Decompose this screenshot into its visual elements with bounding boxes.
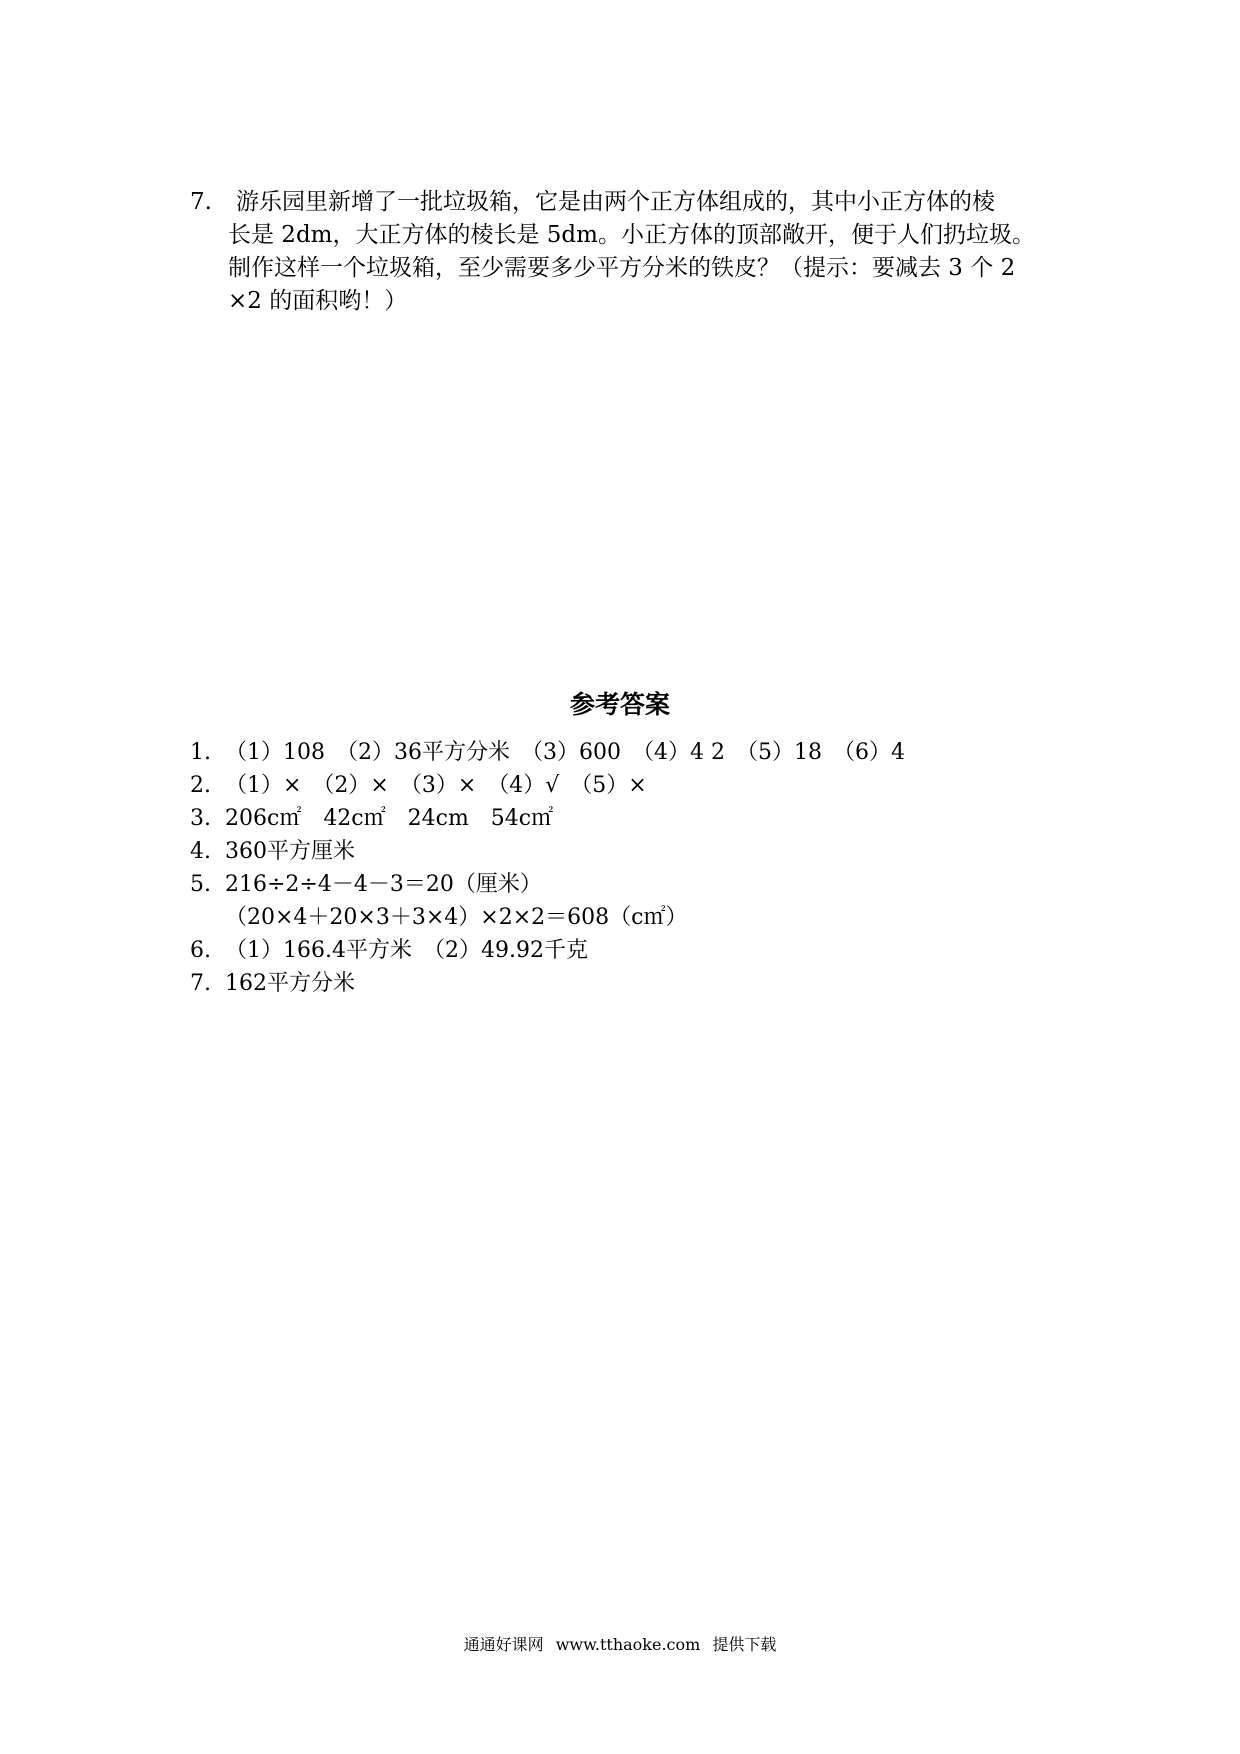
answer-item-continuation: [190, 901, 1090, 934]
answer-text: 360平方厘米: [225, 839, 355, 864]
question-7: [190, 186, 1060, 318]
answer-number: 3.: [190, 806, 211, 831]
question-line: 游乐园里新增了一批垃圾箱，它是由两个正方体组成的，其中小正方体的棱: [236, 189, 995, 215]
footer-url[interactable]: www.tthaoke.com: [555, 1635, 701, 1654]
answer-text: （1）× （2）× （3）× （4）√ （5）×: [225, 773, 647, 798]
answer-item: [190, 868, 1090, 901]
answers-heading: 参考答案: [569, 690, 670, 719]
answer-text: 216÷2÷4－4－3＝20（厘米）: [225, 872, 542, 897]
question-number: 7.: [190, 189, 212, 215]
footer-suffix: 提供下载: [712, 1635, 777, 1654]
answer-list: [190, 736, 1090, 1000]
answer-number: 7.: [190, 971, 211, 996]
answer-item: [190, 736, 1090, 769]
answer-text: （20×4＋20×3＋3×4）×2×2＝608（c㎡）: [225, 905, 688, 930]
answer-text: 162平方分米: [225, 971, 355, 996]
answer-number: 6.: [190, 938, 211, 963]
answer-number: 5.: [190, 872, 211, 897]
answer-item: [190, 802, 1090, 835]
answer-item: [190, 835, 1090, 868]
answer-number: 1.: [190, 740, 211, 765]
answer-text: （1）108 （2）36平方分米 （3）600 （4）4 2 （5）18 （6）4: [225, 740, 905, 765]
question-line: 制作这样一个垃圾箱，至少需要多少平方分米的铁皮？（提示：要减去 3 个 2: [228, 255, 1016, 281]
page-footer: [0, 1634, 1240, 1656]
question-line: ×2 的面积哟！）: [228, 288, 408, 314]
answer-number: 4.: [190, 839, 211, 864]
answer-item: [190, 967, 1090, 1000]
answer-number: 2.: [190, 773, 211, 798]
footer-site-name: 通通好课网: [463, 1635, 544, 1654]
answer-text: （1）166.4平方米 （2）49.92千克: [225, 938, 588, 963]
question-line: 长是 2dm，大正方体的棱长是 5dm。小正方体的顶部敞开，便于人们扔垃圾。: [228, 222, 1035, 248]
answer-item: [190, 769, 1090, 802]
answer-text: 206c㎡ 42c㎡ 24cm 54c㎡: [225, 806, 554, 831]
answer-item: [190, 934, 1090, 967]
